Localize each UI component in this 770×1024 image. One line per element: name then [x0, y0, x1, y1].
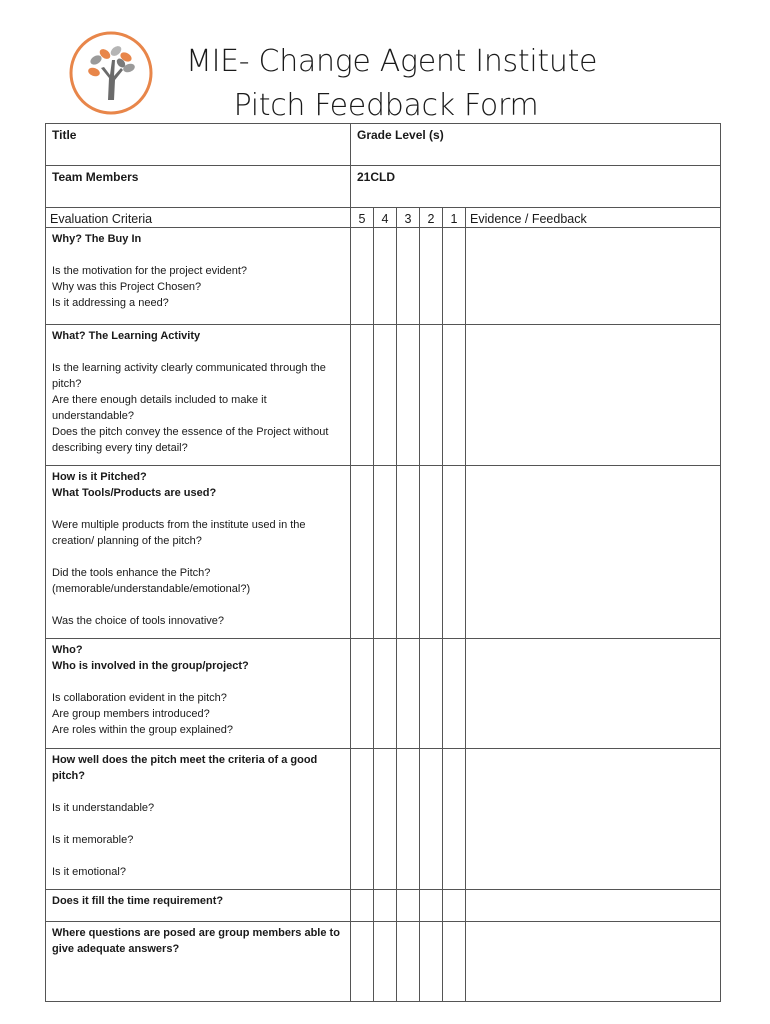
evidence-feedback-cell[interactable] [466, 228, 721, 325]
score-cell-4[interactable] [374, 890, 397, 922]
criteria-question: Are group members introduced? [52, 708, 210, 720]
score-cell-1[interactable] [443, 325, 466, 466]
score-cell-2[interactable] [420, 639, 443, 749]
evidence-feedback-cell[interactable] [466, 325, 721, 466]
spacer [52, 344, 344, 360]
team-members-value: 21CLD [357, 170, 396, 184]
score-4-header: 4 [374, 208, 397, 228]
grade-level-label: Grade Level (s) [357, 128, 444, 142]
score-1-header: 1 [443, 208, 466, 228]
criteria-question: creation/ planning of the pitch? [52, 535, 202, 547]
criteria-column-header: Evaluation Criteria [46, 208, 351, 228]
criteria-cell [46, 228, 351, 325]
evidence-column-header: Evidence / Feedback [466, 208, 721, 228]
score-cell-2[interactable] [420, 749, 443, 890]
title-line-1: MIE- Change Agent Institute [186, 44, 598, 79]
score-cell-3[interactable] [397, 228, 420, 325]
spacer [52, 597, 344, 613]
criteria-heading: Who? [52, 644, 83, 656]
criteria-question: Is collaboration evident in the pitch? [52, 692, 227, 704]
evidence-feedback-cell[interactable] [466, 749, 721, 890]
score-cell-5[interactable] [351, 228, 374, 325]
score-cell-5[interactable] [351, 466, 374, 639]
score-cell-4[interactable] [374, 749, 397, 890]
criteria-question: Did the tools enhance the Pitch? [52, 567, 211, 579]
score-cell-5[interactable] [351, 922, 374, 1002]
criteria-question: Are there enough details included to make it [52, 394, 267, 406]
team-members-field[interactable] [351, 166, 721, 208]
score-cell-4[interactable] [374, 325, 397, 466]
score-cell-3[interactable] [397, 466, 420, 639]
criteria-heading: Does it fill the time requirement? [52, 895, 224, 907]
title-line-2: Pitch Feedback Form [233, 88, 539, 123]
criteria-question: Is it understandable? [52, 802, 155, 814]
score-cell-2[interactable] [420, 228, 443, 325]
team-row [46, 166, 721, 208]
score-cell-5[interactable] [351, 890, 374, 922]
criteria-cell [46, 749, 351, 890]
evidence-feedback-cell[interactable] [466, 466, 721, 639]
tree-logo-icon [68, 30, 154, 116]
criteria-cell [46, 922, 351, 1002]
criteria-heading: give adequate answers? [52, 943, 180, 955]
criteria-row [46, 228, 721, 325]
score-cell-5[interactable] [351, 639, 374, 749]
criteria-question: Is the learning activity clearly communicated through the [52, 362, 326, 374]
feedback-table [45, 123, 721, 1002]
score-5-header: 5 [351, 208, 374, 228]
criteria-question: Were multiple products from the institute used in the [52, 519, 306, 531]
criteria-question: Is the motivation for the project evident? [52, 265, 248, 277]
criteria-question: (memorable/understandable/emotional?) [52, 583, 251, 595]
title-label: Title [46, 124, 351, 166]
score-cell-1[interactable] [443, 922, 466, 1002]
spacer [52, 549, 344, 565]
criteria-cell [46, 639, 351, 749]
criteria-question: Was the choice of tools innovative? [52, 615, 225, 627]
criteria-heading: How well does the pitch meet the criteria of a good [52, 754, 318, 766]
criteria-question: Why was this Project Chosen? [52, 281, 202, 293]
score-cell-1[interactable] [443, 890, 466, 922]
score-2-header: 2 [420, 208, 443, 228]
score-cell-1[interactable] [443, 228, 466, 325]
criteria-row [46, 922, 721, 1002]
criteria-cell [46, 325, 351, 466]
evidence-feedback-cell[interactable] [466, 922, 721, 1002]
criteria-heading: Where questions are posed are group members able to [52, 927, 340, 939]
column-header-row [46, 208, 721, 228]
criteria-question: Is it addressing a need? [52, 297, 169, 309]
spacer [52, 816, 344, 832]
score-cell-3[interactable] [397, 922, 420, 1002]
grade-level-field[interactable] [351, 124, 721, 166]
score-cell-2[interactable] [420, 890, 443, 922]
criteria-heading: Who is involved in the group/project? [52, 660, 249, 672]
score-3-header: 3 [397, 208, 420, 228]
criteria-question: describing every tiny detail? [52, 442, 188, 454]
criteria-question: Does the pitch convey the essence of the Project without [52, 426, 329, 438]
title-row [46, 124, 721, 166]
score-cell-2[interactable] [420, 922, 443, 1002]
score-cell-5[interactable] [351, 325, 374, 466]
spacer [52, 247, 344, 263]
score-cell-2[interactable] [420, 466, 443, 639]
score-cell-2[interactable] [420, 325, 443, 466]
page-title [186, 40, 598, 128]
score-cell-1[interactable] [443, 639, 466, 749]
criteria-row [46, 639, 721, 749]
criteria-question: pitch? [52, 378, 82, 390]
criteria-row [46, 466, 721, 639]
criteria-cell [46, 890, 351, 922]
criteria-heading: pitch? [52, 770, 85, 782]
criteria-heading: Why? The Buy In [52, 233, 142, 245]
evidence-feedback-cell[interactable] [466, 639, 721, 749]
score-cell-1[interactable] [443, 749, 466, 890]
score-cell-3[interactable] [397, 890, 420, 922]
spacer [52, 784, 344, 800]
criteria-row [46, 890, 721, 922]
criteria-question: Are roles within the group explained? [52, 724, 234, 736]
criteria-row [46, 325, 721, 466]
score-cell-4[interactable] [374, 466, 397, 639]
score-cell-4[interactable] [374, 922, 397, 1002]
score-cell-3[interactable] [397, 325, 420, 466]
score-cell-4[interactable] [374, 639, 397, 749]
spacer [52, 848, 344, 864]
criteria-row [46, 749, 721, 890]
evidence-feedback-cell[interactable] [466, 890, 721, 922]
score-cell-3[interactable] [397, 749, 420, 890]
score-cell-5[interactable] [351, 749, 374, 890]
criteria-heading: How is it Pitched? [52, 471, 147, 483]
criteria-question: understandable? [52, 410, 134, 422]
score-cell-1[interactable] [443, 466, 466, 639]
score-cell-4[interactable] [374, 228, 397, 325]
criteria-question: Is it emotional? [52, 866, 126, 878]
spacer [52, 674, 344, 690]
criteria-cell [46, 466, 351, 639]
criteria-heading: What? The Learning Activity [52, 330, 201, 342]
criteria-question: Is it memorable? [52, 834, 134, 846]
score-cell-3[interactable] [397, 639, 420, 749]
criteria-heading: What Tools/Products are used? [52, 487, 217, 499]
spacer [52, 501, 344, 517]
team-members-label: Team Members [46, 166, 351, 208]
